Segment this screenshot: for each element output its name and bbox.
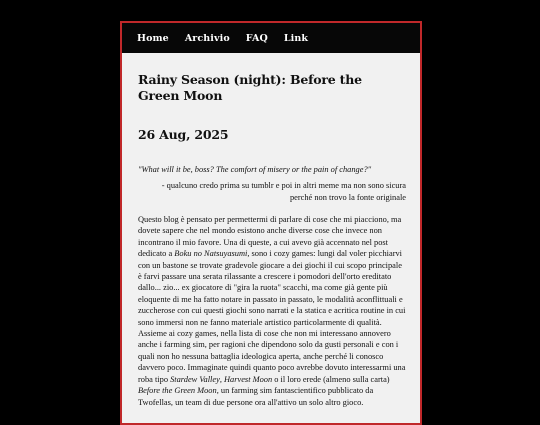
- nav-links-link[interactable]: Link: [283, 32, 309, 44]
- top-navbar: [122, 23, 420, 53]
- body-text-segment: , sono i cozy games: lungi dal voler picchiarvi con un bastone se trovate gradevole giocare a dei giochi il cui scopo principale è farvi passare una serata rilassante a crescere i pomodori dell'orto ereditato dallo... zio... ex giocatore di "gira la ruota" scacchi, ma come già gente più eloquente di me ha fatto notare in passato in passato, le modalità aconflittuali e zuccherose con cui questi giochi sono narrati e la statica e acritica routine in cui sono immersi non ne fanno materiale artistico particolarmente di qualità. Assieme ai cozy games, nella lista di cose che non mi interessano annovero anche i farming sim, per ragioni che dipendono solo da gusti personali e con i quali non ho nessuna battaglia ideologica aperta, anche perché li conosco davvero poco. Immaginate quindi quanto poco avrebbe dovuto interessarmi una roba tipo: [138, 249, 406, 384]
- nav-home-link[interactable]: Home: [137, 32, 169, 44]
- post-content: [122, 72, 420, 408]
- epigraph-quote: "What will it be, boss? The comfort of misery or the pain of change?": [138, 165, 372, 174]
- game-title-boku: Boku no Natsuyasumi: [174, 249, 248, 259]
- post-date: 26 Aug, 2025: [138, 127, 229, 142]
- game-title-green-moon: Before the Green Moon: [138, 386, 217, 396]
- body-text-segment: Questo blog è pensato per permettermi di parlare di cose che mi piacciono, ma dovete sapere che nel mondo esistono anche diverse cose che invece non incontrano il mio favore. Una di queste, a cui avevo già accennato nel post dedicato a: [138, 215, 402, 259]
- nav-archive-link[interactable]: Archivio: [184, 32, 230, 44]
- game-title-stardew: Stardew Valley: [170, 374, 220, 384]
- game-title-harvest-moon: Harvest Moon: [224, 374, 273, 384]
- post-body-paragraph: [138, 214, 406, 408]
- body-text-segment: , un farming sim fantascientifico pubblicato da Twofellas, un team di due persone ora all'attivo un solo altro gioco.: [138, 386, 374, 407]
- body-text-segment: ,: [219, 374, 224, 384]
- post-title: Rainy Season (night): Before the Green Moon: [138, 72, 362, 103]
- nav-faq-link[interactable]: FAQ: [245, 32, 268, 44]
- epigraph-attribution: - qualcuno credo prima su tumblr e poi in altri meme ma non sono sicura perché non trovo la fonte originale: [161, 181, 406, 202]
- body-text-segment: o il loro erede (almeno sulla carta): [272, 374, 390, 384]
- blog-frame: [120, 21, 422, 425]
